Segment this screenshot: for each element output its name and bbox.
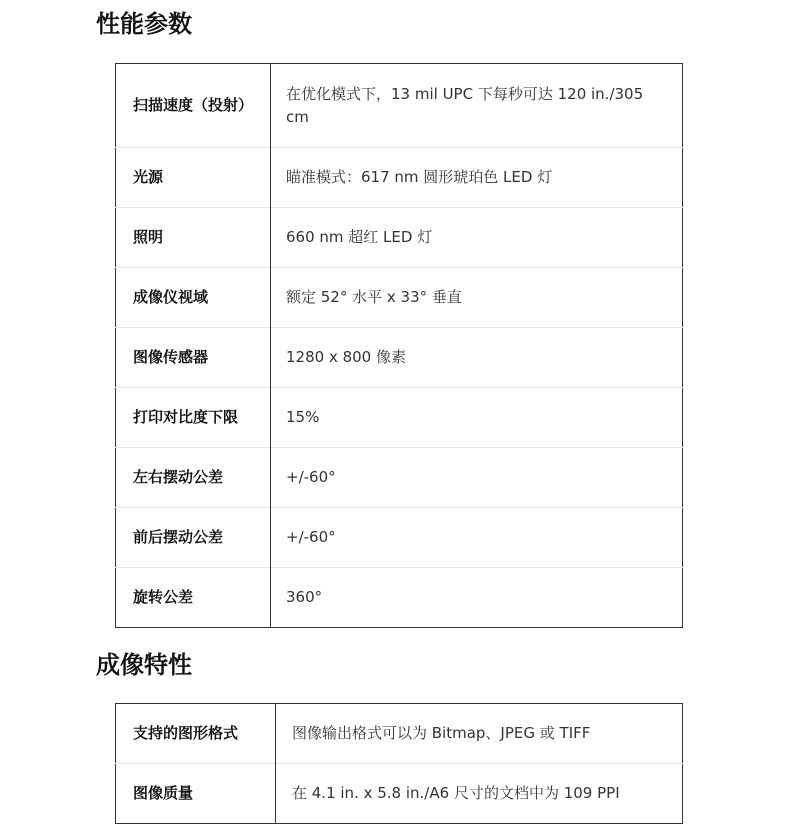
spec-label: 支持的图形格式 [116, 704, 276, 764]
spec-label: 前后摆动公差 [116, 508, 271, 568]
performance-spec-table [115, 63, 683, 628]
imaging-section-title: 成像特性 [96, 651, 192, 679]
table-row [116, 508, 683, 568]
table-row [116, 704, 683, 764]
spec-label: 打印对比度下限 [116, 388, 271, 448]
spec-label: 图像传感器 [116, 328, 271, 388]
performance-section-title: 性能参数 [96, 10, 192, 38]
spec-value: 图像输出格式可以为 Bitmap、JPEG 或 TIFF [292, 724, 591, 742]
spec-value: 额定 52° 水平 x 33° 垂直 [271, 268, 683, 328]
table-row [116, 448, 683, 508]
spec-value: 在优化模式下，13 mil UPC 下每秒可达 120 in./305 cm [286, 84, 644, 126]
spec-label: 扫描速度（投射） [116, 64, 271, 148]
spec-value: +/-60° [271, 508, 683, 568]
spec-label: 照明 [116, 208, 271, 268]
spec-label: 成像仪视域 [116, 268, 271, 328]
table-row [116, 568, 683, 628]
table-row [116, 388, 683, 448]
table-row [116, 208, 683, 268]
table-row [116, 268, 683, 328]
table-row [116, 764, 683, 824]
spec-value: 15% [271, 388, 683, 448]
spec-value: 在 4.1 in. x 5.8 in./A6 尺寸的文档中为 109 PPI [276, 764, 683, 824]
spec-value: 1280 x 800 像素 [271, 328, 683, 388]
table-row [116, 148, 683, 208]
spec-value: 360° [271, 568, 683, 628]
spec-value: 660 nm 超红 LED 灯 [271, 208, 683, 268]
imaging-spec-table [115, 703, 683, 824]
spec-label: 光源 [116, 148, 271, 208]
spec-label: 左右摆动公差 [116, 448, 271, 508]
spec-value: +/-60° [271, 448, 683, 508]
spec-label: 图像质量 [116, 764, 276, 824]
spec-label: 旋转公差 [116, 568, 271, 628]
table-row [116, 328, 683, 388]
spec-value: 瞄准模式：617 nm 圆形琥珀色 LED 灯 [271, 148, 683, 208]
table-row [116, 64, 683, 148]
